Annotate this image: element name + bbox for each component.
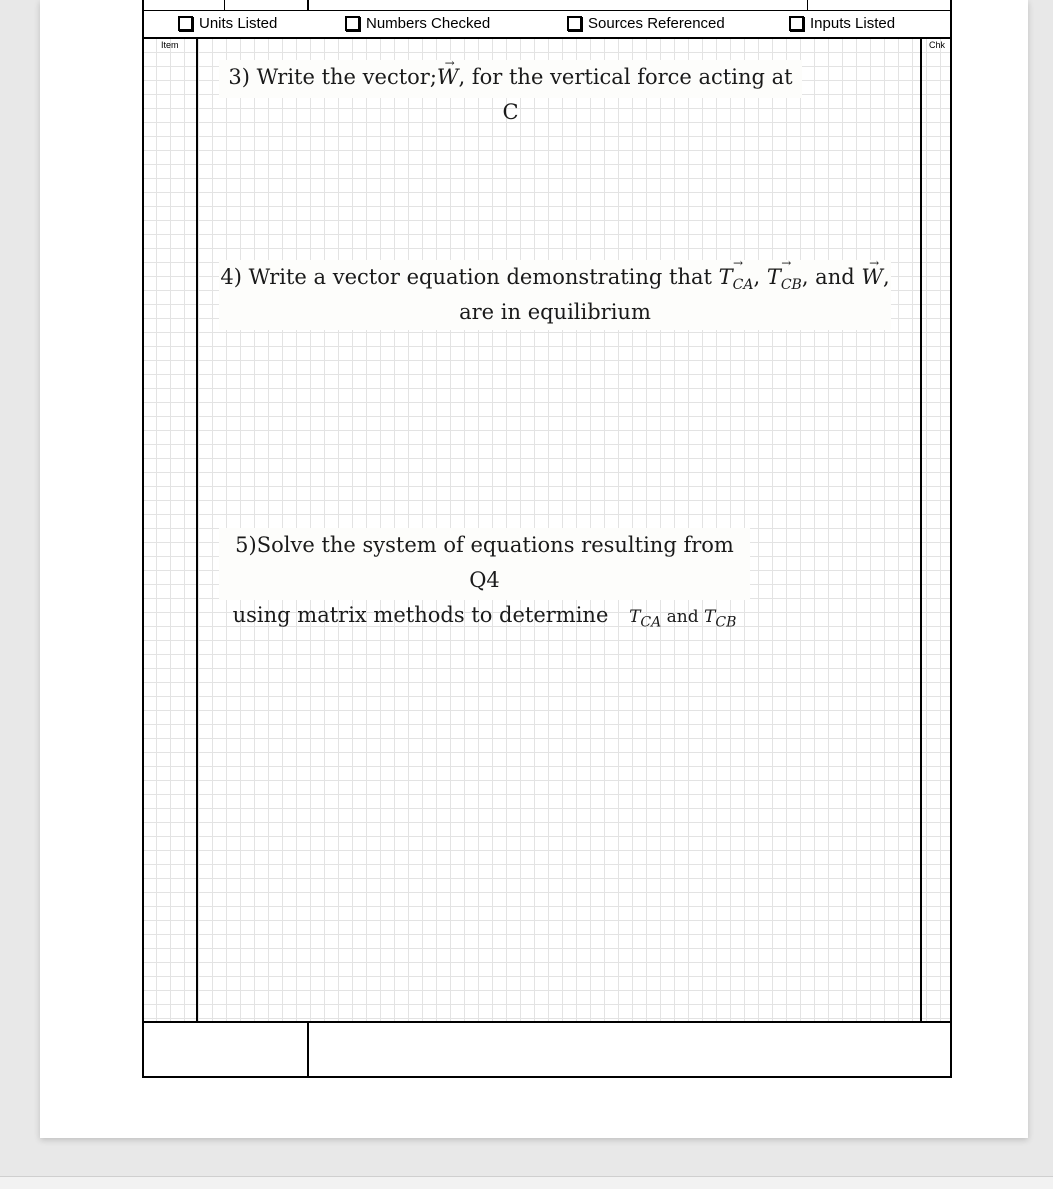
check-label: Units Listed	[199, 15, 278, 32]
q5-and: and	[661, 607, 705, 627]
q4-tcb: → $T_{CB}$	[767, 260, 802, 295]
q4-comma-end: ,	[882, 265, 890, 289]
q5-tcb: $T_{CB}$	[704, 607, 737, 631]
column-chk-label: Chk	[929, 40, 946, 50]
viewer-bottom-bar	[0, 1176, 1053, 1189]
check-label: Numbers Checked	[366, 15, 491, 32]
question-4	[219, 260, 891, 330]
checkbox-icon[interactable]	[178, 16, 193, 31]
q4-tca: → $T_{CA}$	[719, 260, 754, 295]
checkbox-icon[interactable]	[567, 16, 582, 31]
question-5	[219, 528, 750, 631]
q4-prefix: 4) Write a vector equation demonstrating that	[220, 265, 719, 289]
q4-line2: are in equilibrium	[459, 300, 651, 324]
checklist-row	[142, 11, 952, 38]
check-units-listed[interactable]	[178, 15, 277, 32]
column-item-label: Item	[161, 40, 179, 50]
q5-line2	[219, 598, 750, 635]
q3-vector-w: → W	[437, 60, 459, 95]
checkbox-icon[interactable]	[789, 16, 804, 31]
question-3	[219, 60, 802, 124]
q4-w: → W	[861, 260, 883, 295]
q5-line2-prefix: using matrix methods to determine	[232, 603, 609, 627]
check-sources-referenced[interactable]	[567, 15, 725, 32]
check-inputs-listed[interactable]	[789, 15, 895, 32]
q4-and: , and	[801, 265, 862, 289]
q4-comma: ,	[753, 265, 767, 289]
q3-suffix: , for the vertical force acting at C	[458, 65, 793, 124]
q5-line1: 5)Solve the system of equations resulting from Q4	[235, 533, 734, 592]
checkbox-icon[interactable]	[345, 16, 360, 31]
q4-line1	[219, 260, 891, 295]
q3-prefix: 3) Write the vector;	[228, 65, 437, 89]
q5-tca: $T_{CA}$	[629, 607, 662, 631]
check-label: Inputs Listed	[810, 15, 896, 32]
check-label: Sources Referenced	[588, 15, 725, 32]
check-numbers-checked[interactable]	[345, 15, 490, 32]
